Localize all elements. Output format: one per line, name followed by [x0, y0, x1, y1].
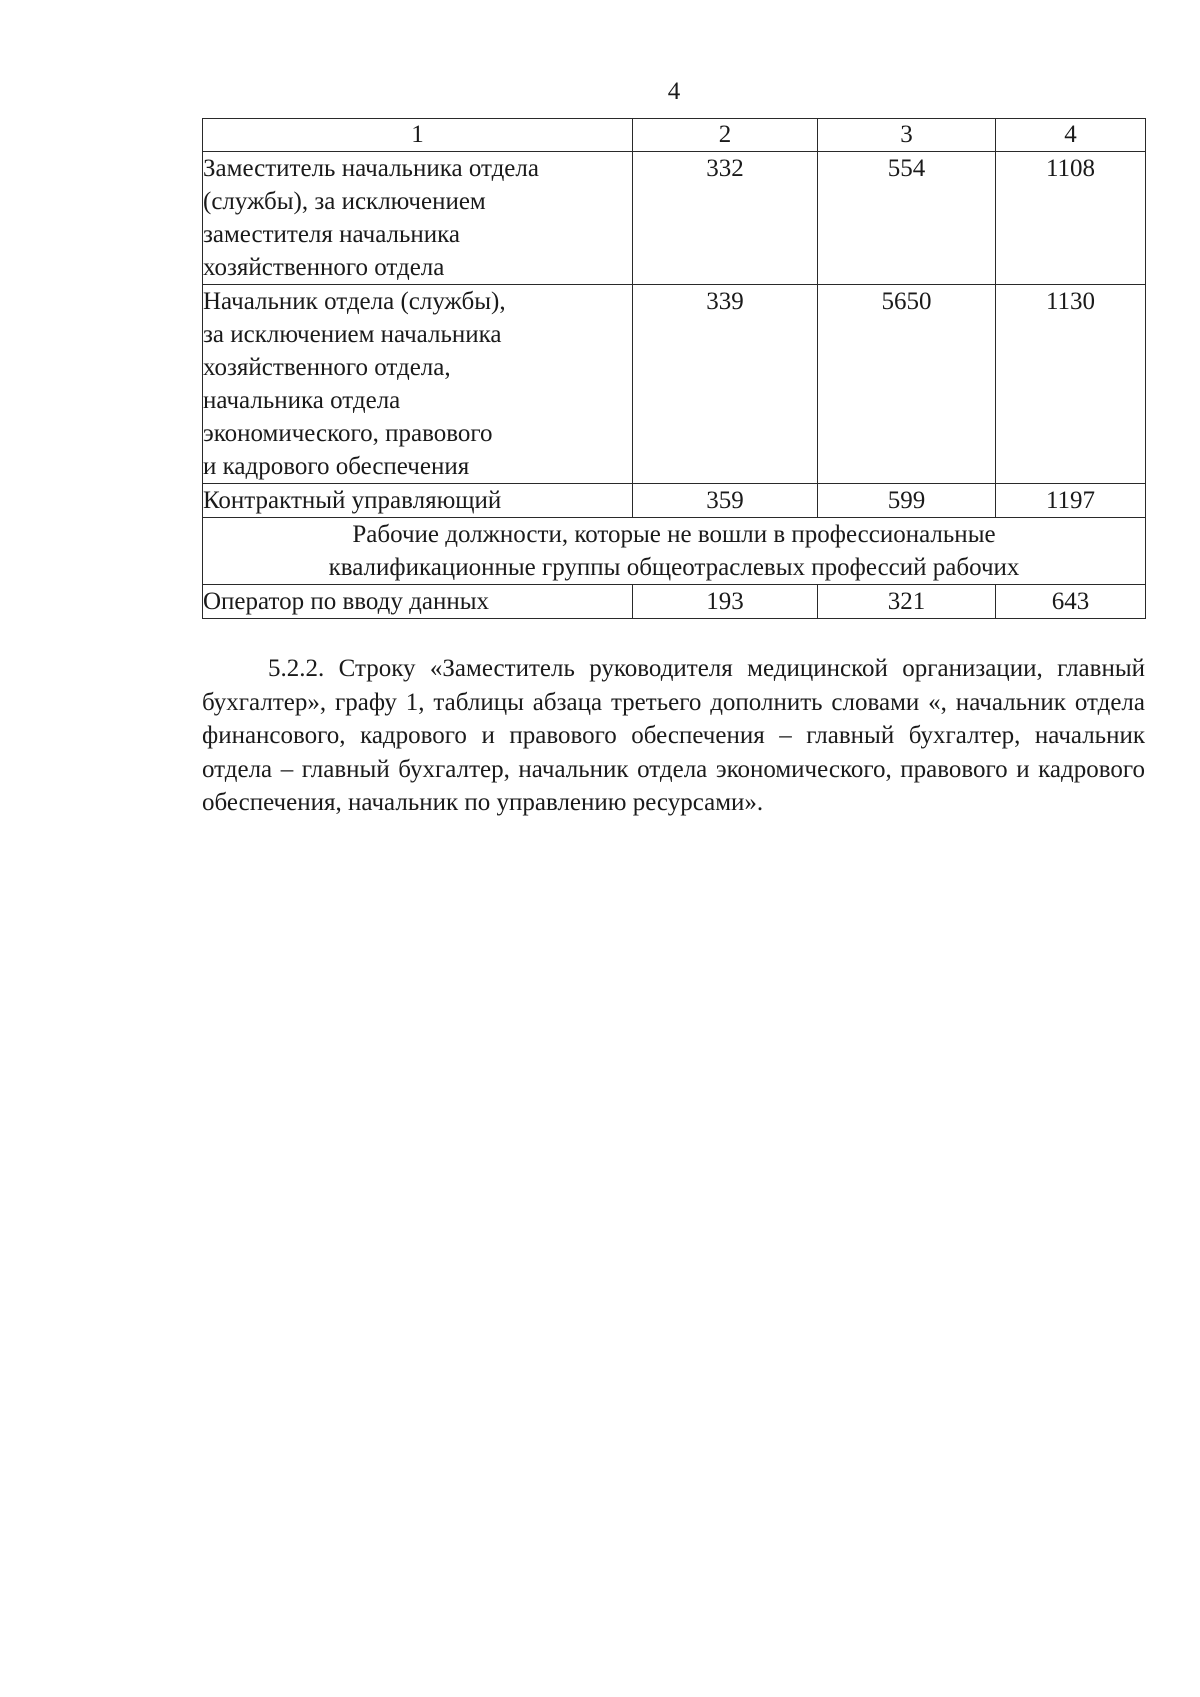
value-col-2: 332: [633, 152, 818, 285]
value-col-3: 599: [818, 484, 996, 518]
column-header-4: 4: [996, 119, 1146, 152]
value-col-2: 339: [633, 285, 818, 484]
positions-table: [202, 118, 1146, 619]
table-row: [203, 152, 1146, 285]
value-col-4: 643: [996, 585, 1146, 619]
value-col-4: 1108: [996, 152, 1146, 285]
table-row: [203, 484, 1146, 518]
amendment-paragraph: [202, 652, 1145, 820]
position-name: Оператор по вводу данных: [203, 585, 633, 619]
group-heading: Рабочие должности, которые не вошли в профессиональные квалификационные группы общеотраслевых профессий рабочих: [203, 518, 1146, 585]
value-col-4: 1130: [996, 285, 1146, 484]
value-col-4: 1197: [996, 484, 1146, 518]
table-row: [203, 285, 1146, 484]
value-col-3: 5650: [818, 285, 996, 484]
value-col-2: 359: [633, 484, 818, 518]
position-name: Заместитель начальника отдела (службы), за исключением заместителя начальника хозяйственного отдела: [203, 152, 633, 285]
page-number: 4: [667, 78, 681, 105]
table-header-row: [203, 119, 1146, 152]
group-heading-row: [203, 518, 1146, 585]
position-name: Начальник отдела (службы), за исключением начальника хозяйственного отдела, начальника отдела экономического, правового и кадрового обеспечения: [203, 285, 633, 484]
value-col-3: 321: [818, 585, 996, 619]
value-col-2: 193: [633, 585, 818, 619]
column-header-2: 2: [633, 119, 818, 152]
amendment-text: 5.2.2. Строку «Заместитель руководителя медицинской организации, главный бухгалтер», графу 1, таблицы абзаца третьего дополнить словами «, начальник отдела финансового, кадрового и правового обеспечения – главный бухгалтер, начальник отдела – главный бухгалтер, начальник отдела экономического, правового и кадрового обеспечения, начальник по управлению ресурсами».: [202, 655, 1145, 816]
position-name: Контрактный управляющий: [203, 484, 633, 518]
table-row: [203, 585, 1146, 619]
column-header-3: 3: [818, 119, 996, 152]
value-col-3: 554: [818, 152, 996, 285]
column-header-1: 1: [203, 119, 633, 152]
